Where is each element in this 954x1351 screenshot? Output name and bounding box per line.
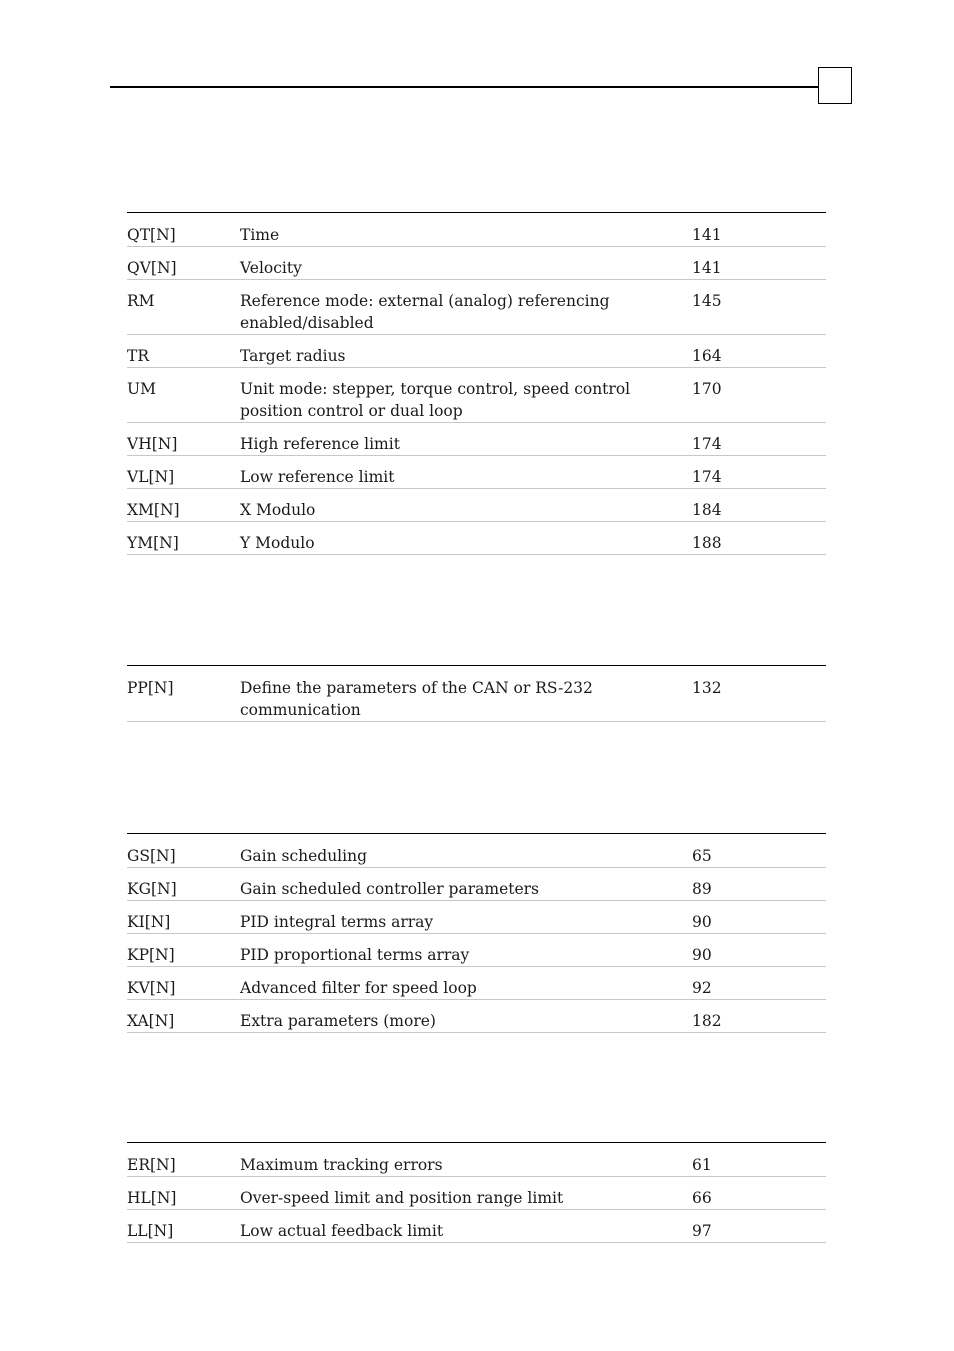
page-reference: 145 xyxy=(692,292,722,310)
page-reference: 182 xyxy=(692,1012,722,1030)
command-code: VL[N] xyxy=(127,468,175,486)
page-reference: 174 xyxy=(692,468,722,486)
command-description: Target radius xyxy=(240,347,346,365)
page-reference: 90 xyxy=(692,913,712,931)
table-row xyxy=(127,666,826,722)
table-row xyxy=(127,901,826,934)
page-reference: 89 xyxy=(692,880,712,898)
command-code: XM[N] xyxy=(127,501,180,519)
page-reference: 141 xyxy=(692,259,722,277)
header-rule xyxy=(110,86,820,88)
command-description: Reference mode: external (analog) referencing enabled/disabled xyxy=(240,292,610,332)
page-reference: 164 xyxy=(692,347,722,365)
page-reference: 188 xyxy=(692,534,722,552)
command-description: Define the parameters of the CAN or RS-232 communication xyxy=(240,679,593,719)
command-description: Gain scheduled controller parameters xyxy=(240,880,540,898)
command-description: Gain scheduling xyxy=(240,847,368,865)
page-reference: 66 xyxy=(692,1189,712,1207)
table-row xyxy=(127,967,826,1000)
page-reference: 174 xyxy=(692,435,722,453)
command-description: Velocity xyxy=(240,259,302,277)
command-description: X Modulo xyxy=(240,501,316,519)
command-description: Advanced filter for speed loop xyxy=(240,979,477,997)
command-code: KP[N] xyxy=(127,946,175,964)
command-code: YM[N] xyxy=(127,534,179,552)
command-code: LL[N] xyxy=(127,1222,174,1240)
page-reference: 61 xyxy=(692,1156,712,1174)
table-row xyxy=(127,213,826,247)
command-code: KG[N] xyxy=(127,880,177,898)
command-description: Time xyxy=(240,226,280,244)
command-description: Y Modulo xyxy=(240,534,315,552)
table-row xyxy=(127,456,826,489)
command-code: RM xyxy=(127,292,155,310)
table-row xyxy=(127,368,826,423)
command-code: PP[N] xyxy=(127,679,174,697)
command-table-4 xyxy=(127,1142,826,1243)
command-description: Low reference limit xyxy=(240,468,395,486)
table-row xyxy=(127,247,826,280)
table-row xyxy=(127,1143,826,1177)
table-row xyxy=(127,335,826,368)
page-reference: 141 xyxy=(692,226,722,244)
command-description: Unit mode: stepper, torque control, speed control position control or dual loop xyxy=(240,380,631,420)
command-table-3 xyxy=(127,833,826,1033)
page-reference: 65 xyxy=(692,847,712,865)
command-code: QV[N] xyxy=(127,259,177,277)
page-number-box xyxy=(818,67,852,104)
command-description: PID integral terms array xyxy=(240,913,434,931)
command-table-1 xyxy=(127,212,826,555)
table-row xyxy=(127,423,826,456)
command-description: High reference limit xyxy=(240,435,400,453)
command-code: GS[N] xyxy=(127,847,176,865)
page-reference: 132 xyxy=(692,679,722,697)
table-row xyxy=(127,1210,826,1243)
command-description: Extra parameters (more) xyxy=(240,1012,436,1030)
command-code: HL[N] xyxy=(127,1189,177,1207)
page-reference: 92 xyxy=(692,979,712,997)
command-code: KV[N] xyxy=(127,979,176,997)
command-code: VH[N] xyxy=(127,435,178,453)
command-description: Low actual feedback limit xyxy=(240,1222,444,1240)
table-row xyxy=(127,489,826,522)
page-reference: 170 xyxy=(692,380,722,398)
command-code: QT[N] xyxy=(127,226,176,244)
command-description: PID proportional terms array xyxy=(240,946,470,964)
command-code: XA[N] xyxy=(127,1012,175,1030)
command-code: KI[N] xyxy=(127,913,171,931)
table-row xyxy=(127,934,826,967)
page-reference: 97 xyxy=(692,1222,712,1240)
table-row xyxy=(127,868,826,901)
command-table-2 xyxy=(127,665,826,722)
table-row xyxy=(127,1177,826,1210)
table-row xyxy=(127,1000,826,1033)
table-row xyxy=(127,834,826,868)
command-code: ER[N] xyxy=(127,1156,176,1174)
command-code: TR xyxy=(127,347,150,365)
command-description: Over-speed limit and position range limit xyxy=(240,1189,564,1207)
page-reference: 90 xyxy=(692,946,712,964)
command-description: Maximum tracking errors xyxy=(240,1156,443,1174)
table-row xyxy=(127,522,826,555)
table-row xyxy=(127,280,826,335)
command-code: UM xyxy=(127,380,156,398)
page-reference: 184 xyxy=(692,501,722,519)
